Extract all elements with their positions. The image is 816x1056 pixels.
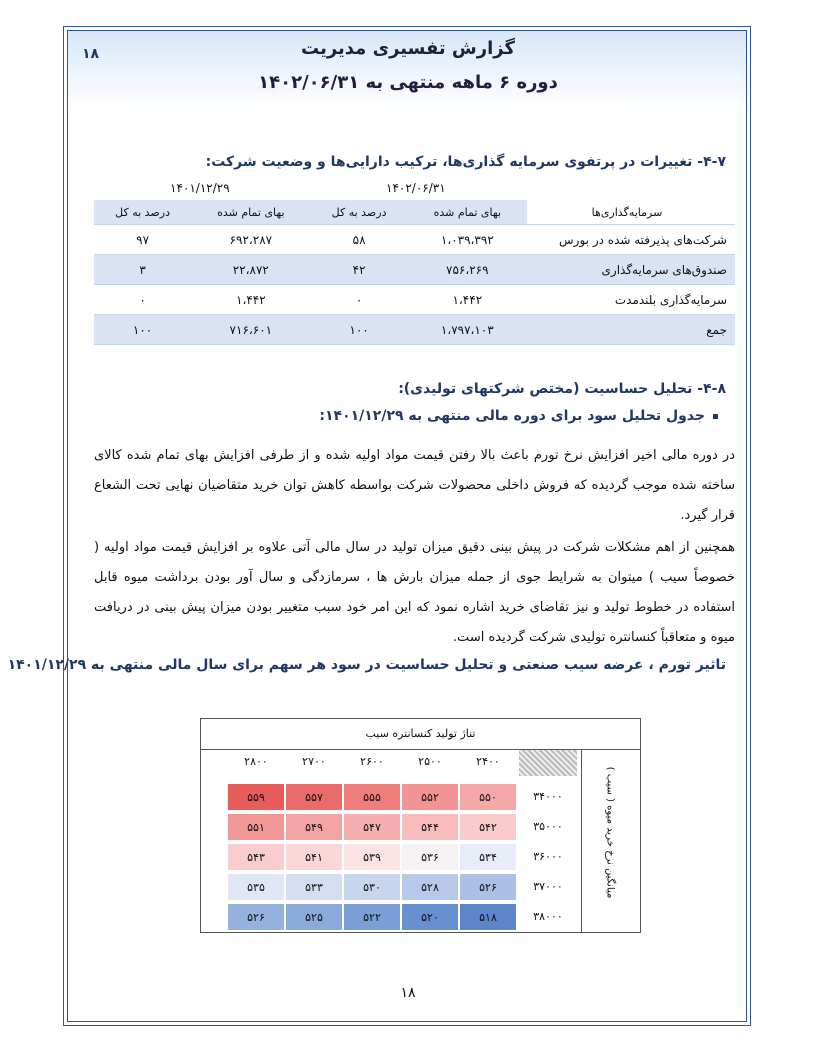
pct-previous: ۹۷	[94, 225, 191, 255]
sensitivity-table	[200, 718, 641, 933]
pct-current: ۱۰۰	[311, 315, 408, 345]
table-row	[94, 285, 735, 315]
sensitivity-cell: ۵۱۸	[459, 903, 517, 931]
sensitivity-cell: ۵۵۰	[459, 783, 517, 811]
table-row	[94, 255, 735, 285]
sensitivity-cell: ۵۳۵	[227, 873, 285, 901]
row-header: ۳۵۰۰۰	[533, 820, 563, 833]
side-label-text: میانگین نرخ خرید میوه ( سیب )	[604, 766, 616, 899]
sensitivity-cell: ۵۴۱	[285, 843, 343, 871]
section-8-title: ۴-۸- تحلیل حساسیت (مختص شرکتهای تولیدی):	[398, 381, 726, 397]
cost-current: ۷۵۶،۲۶۹	[408, 255, 527, 285]
row-label: جمع	[527, 315, 735, 345]
cost-current: ۱،۰۳۹،۳۹۲	[408, 225, 527, 255]
column-header: ۲۴۰۰	[476, 755, 500, 768]
column-header: ۲۷۰۰	[302, 755, 326, 768]
sensitivity-cell: ۵۴۷	[343, 813, 401, 841]
cost-previous: ۱،۴۴۲	[191, 285, 310, 315]
row-label: صندوق‌های سرمایه‌گذاری	[527, 255, 735, 285]
pct-current: ۵۸	[311, 225, 408, 255]
sensitivity-cell: ۵۲۶	[459, 873, 517, 901]
investment-table	[94, 200, 735, 345]
cost-current: ۱،۴۴۲	[408, 285, 527, 315]
sensitivity-cell: ۵۳۰	[343, 873, 401, 901]
footer-page-number: ۱۸	[400, 985, 416, 1001]
section-7-title: ۴-۷- تغییرات در پرتفوی سرمایه گذاری‌ها، ترکیب دارایی‌ها و وضعیت شرکت:	[205, 154, 726, 170]
row-header: ۳۴۰۰۰	[533, 790, 563, 803]
row-header: ۳۷۰۰۰	[533, 880, 563, 893]
column-header: ۲۶۰۰	[360, 755, 384, 768]
col-cost-previous: بهای تمام شده	[191, 200, 310, 225]
table-row-header: سرمایه‌گذاری‌ها	[527, 200, 735, 225]
col-cost-current: بهای تمام شده	[408, 200, 527, 225]
cost-previous: ۶۹۲،۲۸۷	[191, 225, 310, 255]
sensitivity-cell: ۵۵۵	[343, 783, 401, 811]
sensitivity-cell: ۵۵۱	[227, 813, 285, 841]
bullet-heading	[319, 408, 718, 424]
sensitivity-cell: ۵۲۸	[401, 873, 459, 901]
sensitivity-cell: ۵۳۹	[343, 843, 401, 871]
sensitivity-cell: ۵۲۰	[401, 903, 459, 931]
sensitivity-cell: ۵۳۴	[459, 843, 517, 871]
report-title: گزارش تفسیری مدیریت	[301, 38, 515, 59]
row-label: شرکت‌های پذیرفته شده در بورس	[527, 225, 735, 255]
paragraph-1: در دوره مالی اخیر افزایش نرخ تورم باعث بالا رفتن قیمت مواد اولیه شده و از طرفی افزایش بهای تمام شده کالای ساخته شده موجب گردیده که فروش داخلی محصولات شرکت بواسطه کاهش توان خرید متقاضیان نهایی تحت الشعاع قرار گیرد.	[94, 448, 735, 523]
column-header: ۲۸۰۰	[244, 755, 268, 768]
column-header: ۲۵۰۰	[418, 755, 442, 768]
col-pct-current: درصد به کل	[311, 200, 408, 225]
sensitivity-cell: ۵۴۴	[401, 813, 459, 841]
bullet-text: جدول تحلیل سود برای دوره مالی منتهی به ۱۴۰۱/۱۲/۲۹:	[319, 408, 705, 424]
sensitivity-cell: ۵۵۷	[285, 783, 343, 811]
sensitivity-cell: ۵۵۹	[227, 783, 285, 811]
sensitivity-cell: ۵۳۶	[401, 843, 459, 871]
sensitivity-cell: ۵۴۲	[459, 813, 517, 841]
corner-hatch	[519, 750, 577, 776]
sensitivity-cell: ۵۴۹	[285, 813, 343, 841]
sensitivity-title: تناژ تولید کنسانتره سیب	[201, 719, 640, 750]
sensitivity-cell: ۵۴۳	[227, 843, 285, 871]
pct-current: ۴۲	[311, 255, 408, 285]
date-current: ۱۴۰۲/۰۶/۳۱	[386, 181, 446, 195]
sensitivity-cell: ۵۲۵	[285, 903, 343, 931]
pct-previous: ۰	[94, 285, 191, 315]
row-label: سرمایه‌گذاری بلندمدت	[527, 285, 735, 315]
cost-previous: ۷۱۶،۶۰۱	[191, 315, 310, 345]
pct-previous: ۳	[94, 255, 191, 285]
report-period: دوره ۶ ماهه منتهی به ۱۴۰۲/۰۶/۳۱	[258, 72, 558, 93]
table-row	[94, 225, 735, 255]
header-page-number: ۱۸	[82, 46, 100, 62]
row-header: ۳۶۰۰۰	[533, 850, 563, 863]
sensitivity-cell: ۵۳۳	[285, 873, 343, 901]
table-row-total	[94, 315, 735, 345]
sensitivity-subheading: تاثیر تورم ، عرضه سیب صنعتی و تحلیل حساسیت در سود هر سهم برای سال مالی منتهی به ۱۴۰۱/۱۲/۲۹	[7, 657, 726, 673]
pct-previous: ۱۰۰	[94, 315, 191, 345]
date-previous: ۱۴۰۱/۱۲/۲۹	[170, 181, 230, 195]
cost-previous: ۲۲،۸۷۲	[191, 255, 310, 285]
sensitivity-cell: ۵۲۲	[343, 903, 401, 931]
bullet-icon	[713, 414, 718, 419]
paragraph-2: همچنین از اهم مشکلات شرکت در پیش بینی دقیق میزان تولید در سال مالی آتی علاوه بر افزایش قیمت مواد اولیه ( خصوصاً سیب ) میتوان به شرایط جوی از جمله میزان بارش ها ، سرمازدگی و سال آور بودن برداشت میوه قابل استفاده در خطوط تولید و نیز تقاضای خرید اشاره نمود که این امر خود سبب متغییر بودن میزان پیش بینی در دریافت میوه و متعاقباً کنسانتره تولیدی شرکت گردیده است.	[94, 540, 735, 645]
cost-current: ۱،۷۹۷،۱۰۳	[408, 315, 527, 345]
col-pct-previous: درصد به کل	[94, 200, 191, 225]
sensitivity-cell: ۵۲۶	[227, 903, 285, 931]
pct-current: ۰	[311, 285, 408, 315]
sensitivity-cell: ۵۵۲	[401, 783, 459, 811]
sensitivity-side-label	[581, 749, 641, 932]
row-header: ۳۸۰۰۰	[533, 910, 563, 923]
